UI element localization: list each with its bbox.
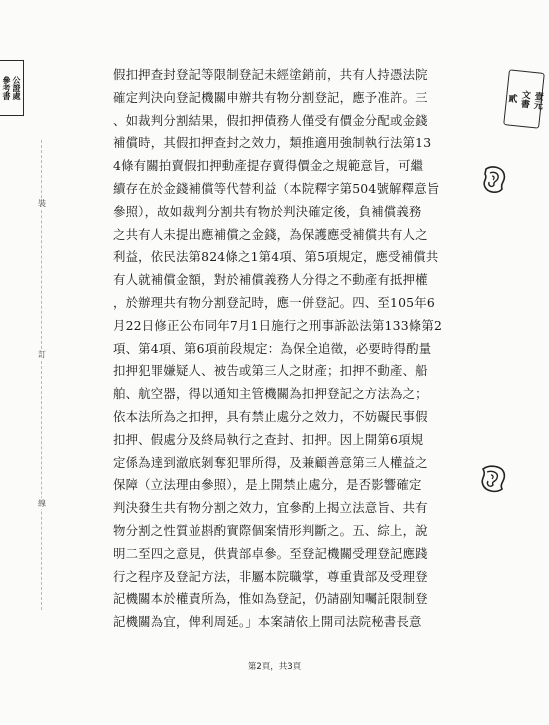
body-line: 利益，依民法第824條之1第4項、第5項規定，應受補償共 — [113, 249, 439, 265]
body-line: 扣押、假處分及終局執行之查封、扣押。因上開第6項規 — [113, 431, 424, 447]
left-seal-text-col-1: 公證處 — [12, 76, 22, 100]
binding-guide-line — [41, 140, 42, 610]
body-line: 確定判決向登記機關申辦共有物分割登記，應予准許。三 — [113, 89, 428, 105]
binding-mark-middle: 訂 — [38, 350, 46, 359]
letter-body-text — [113, 64, 453, 634]
body-line: 記機關本於權責所為，惟如為登記，仍請副知囑託限制登 — [113, 591, 428, 607]
body-line: 續存在於金錢補償等代替利益（本院釋字第504號解釋意旨 — [113, 180, 440, 196]
body-line: 記機關為宜，俾利周延。」本案請依上開司法院秘書長意 — [113, 614, 422, 630]
body-line: 物分割之性質並斟酌實際個案情形判斷之。五、綜上，說 — [113, 522, 428, 538]
right-seal-text-col-2: 文書 — [518, 89, 531, 109]
body-line: 保障（立法理由參照），是上開禁止處分，是否影響確定 — [113, 477, 422, 493]
body-line: 、如裁判分割結果，假扣押債務人僅受有價金分配或金錢 — [113, 112, 428, 128]
body-line: 項、第4項、第6項前段規定：為保全追徵，必要時得酌量 — [113, 340, 432, 356]
body-line: 舶、航空器，得以通知主管機關為扣押登記之方法為之； — [113, 386, 428, 402]
binding-mark-bottom: 線 — [38, 499, 46, 508]
fingerprint-mark-icon — [478, 463, 508, 493]
body-line: 參照），故如裁判分割共有物於判決確定後，負補償義務 — [113, 203, 422, 219]
right-seal-stamp — [503, 69, 545, 128]
body-line: 月22日修正公布同年7月1日施行之刑事訴訟法第133條第2 — [113, 317, 443, 333]
body-line: 行之程序及登記方法，非屬本院職掌，尊重貴部及受理登 — [113, 568, 428, 584]
body-line: 扣押犯罪嫌疑人、被告或第三人之財產；扣押不動產、船 — [113, 363, 428, 379]
body-line: 4條有關拍賣假扣押動產提存賣得價金之規範意旨，可繼 — [113, 158, 424, 174]
right-seal-text-col-3: 貳 — [506, 92, 518, 103]
page-number-footer: 第2頁，共3頁 — [247, 662, 302, 672]
body-line: 有人就補償金額，對於補償義務人分得之不動產有抵押權 — [113, 272, 428, 288]
body-line: 假扣押查封登記等限制登記未經塗銷前，共有人持憑法院 — [113, 67, 428, 82]
body-line: 判決發生共有物分割之效力，宜參酌上揭立法意旨、共有 — [113, 500, 428, 516]
body-line: 定係為達到澈底剝奪犯罪所得，及兼顧善意第三人權益之 — [113, 454, 428, 470]
left-seal-text-col-2: 參考書 — [2, 76, 12, 100]
body-line: ，於辦理共有物分割登記時，應一併登記。四、至105年6 — [113, 294, 435, 310]
binding-mark-top: 裝 — [38, 199, 46, 208]
body-line: 依本法所為之扣押，具有禁止處分之效力，不妨礙民事假 — [113, 408, 428, 424]
body-line: 之共有人未提出應補償之金錢，為保護應受補償共有人之 — [113, 226, 428, 242]
fingerprint-mark-icon — [480, 165, 508, 195]
body-line: 明二至四之意見，供貴部卓參。至登記機關受理登記應踐 — [113, 545, 428, 561]
body-line: 補償時，其假扣押查封之效力，類推適用強制執行法第13 — [113, 135, 432, 151]
right-seal-text-col-1: 壹元 — [531, 90, 544, 110]
left-seal-stamp — [0, 60, 24, 116]
